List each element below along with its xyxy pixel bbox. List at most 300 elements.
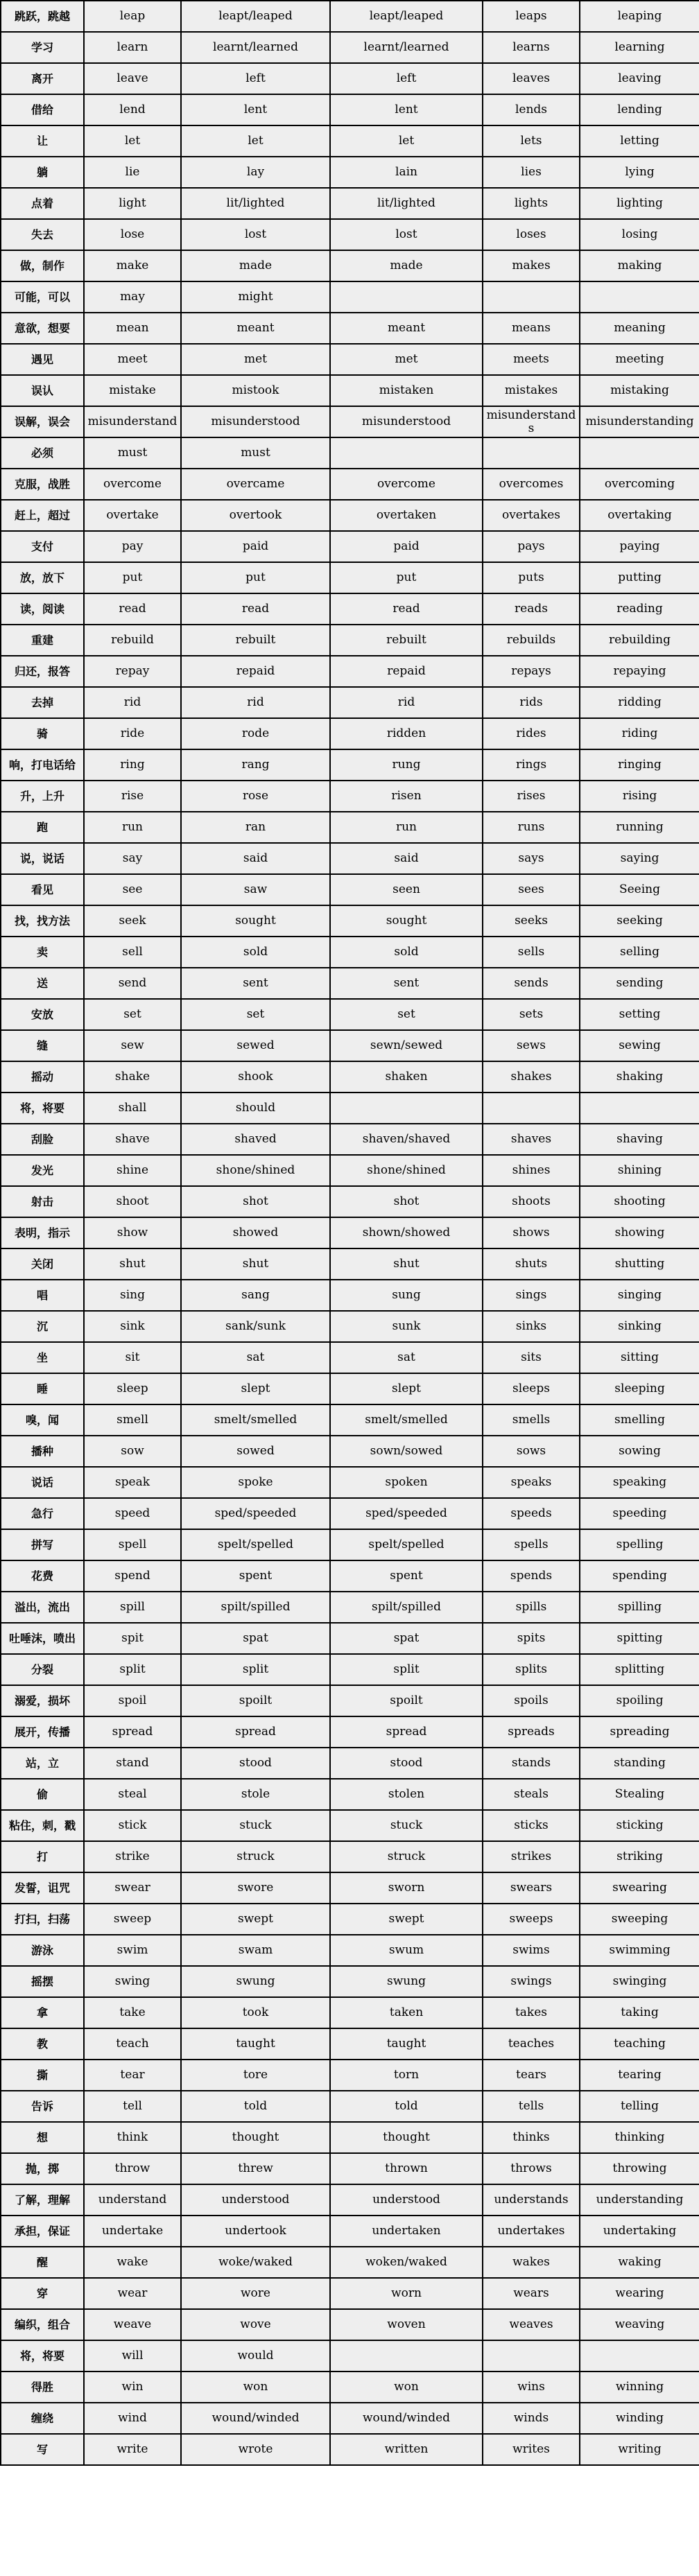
present-participle-cell: lying	[580, 157, 699, 188]
meaning-cell: 卖	[1, 937, 84, 968]
base-form-cell: teach	[84, 2028, 181, 2060]
past-participle-cell: slept	[330, 1373, 483, 1404]
meaning-cell: 穿	[1, 2278, 84, 2309]
third-person-cell: seeks	[483, 905, 580, 937]
meaning-cell: 拿	[1, 1997, 84, 2028]
present-participle-cell: running	[580, 812, 699, 843]
present-participle-cell: shaving	[580, 1124, 699, 1155]
meaning-cell: 教	[1, 2028, 84, 2060]
present-participle-cell: saying	[580, 843, 699, 874]
past-participle-cell: sat	[330, 1342, 483, 1373]
table-row	[1, 2403, 699, 2434]
present-participle-cell	[580, 1093, 699, 1124]
base-form-cell: lend	[84, 94, 181, 125]
past-participle-cell: run	[330, 812, 483, 843]
table-row	[1, 2216, 699, 2247]
meaning-cell: 站，立	[1, 1748, 84, 1779]
base-form-cell: speed	[84, 1498, 181, 1529]
base-form-cell: read	[84, 593, 181, 625]
present-participle-cell: standing	[580, 1748, 699, 1779]
past-participle-cell: rung	[330, 749, 483, 781]
table-row	[1, 1997, 699, 2028]
meaning-cell: 摇动	[1, 1061, 84, 1093]
third-person-cell: shaves	[483, 1124, 580, 1155]
meaning-cell: 告诉	[1, 2091, 84, 2122]
present-participle-cell: spoiling	[580, 1685, 699, 1716]
third-person-cell: spills	[483, 1592, 580, 1623]
past-participle-cell: thrown	[330, 2153, 483, 2184]
present-participle-cell: leaving	[580, 63, 699, 94]
table-row	[1, 2028, 699, 2060]
meaning-cell: 播种	[1, 1436, 84, 1467]
present-participle-cell: mistaking	[580, 375, 699, 406]
meaning-cell: 升，上升	[1, 781, 84, 812]
third-person-cell: lights	[483, 188, 580, 219]
present-participle-cell: losing	[580, 219, 699, 250]
meaning-cell: 送	[1, 968, 84, 999]
third-person-cell: sets	[483, 999, 580, 1030]
third-person-cell: sends	[483, 968, 580, 999]
present-participle-cell: shaking	[580, 1061, 699, 1093]
present-participle-cell: leaping	[580, 1, 699, 32]
table-row	[1, 1467, 699, 1498]
base-form-cell: set	[84, 999, 181, 1030]
past-participle-cell: wound/winded	[330, 2403, 483, 2434]
past-participle-cell: mistaken	[330, 375, 483, 406]
table-row	[1, 2434, 699, 2465]
third-person-cell: rings	[483, 749, 580, 781]
third-person-cell: spits	[483, 1623, 580, 1654]
third-person-cell: says	[483, 843, 580, 874]
third-person-cell: sits	[483, 1342, 580, 1373]
third-person-cell: repays	[483, 656, 580, 687]
past-tense-cell: lent	[181, 94, 330, 125]
present-participle-cell: striking	[580, 1841, 699, 1872]
third-person-cell: stands	[483, 1748, 580, 1779]
third-person-cell: sleeps	[483, 1373, 580, 1404]
past-tense-cell: said	[181, 843, 330, 874]
meaning-cell: 失去	[1, 219, 84, 250]
past-tense-cell: sought	[181, 905, 330, 937]
past-tense-cell: rang	[181, 749, 330, 781]
base-form-cell: mean	[84, 313, 181, 344]
third-person-cell: overcomes	[483, 469, 580, 500]
past-participle-cell: seen	[330, 874, 483, 905]
past-participle-cell: sown/sowed	[330, 1436, 483, 1467]
third-person-cell: wears	[483, 2278, 580, 2309]
table-row	[1, 1966, 699, 1997]
past-tense-cell: slept	[181, 1373, 330, 1404]
third-person-cell: reads	[483, 593, 580, 625]
past-tense-cell: let	[181, 125, 330, 157]
third-person-cell: means	[483, 313, 580, 344]
table-row	[1, 1685, 699, 1716]
table-row	[1, 687, 699, 718]
meaning-cell: 支付	[1, 531, 84, 562]
table-row	[1, 1529, 699, 1560]
meaning-cell: 去掉	[1, 687, 84, 718]
third-person-cell	[483, 437, 580, 469]
meaning-cell: 离开	[1, 63, 84, 94]
past-participle-cell: stood	[330, 1748, 483, 1779]
table-row	[1, 250, 699, 281]
third-person-cell: wins	[483, 2372, 580, 2403]
base-form-cell: stick	[84, 1810, 181, 1841]
past-participle-cell: shot	[330, 1186, 483, 1217]
third-person-cell: spoils	[483, 1685, 580, 1716]
table-row	[1, 1872, 699, 1904]
past-participle-cell: shut	[330, 1248, 483, 1280]
third-person-cell: rids	[483, 687, 580, 718]
base-form-cell: shall	[84, 1093, 181, 1124]
table-row	[1, 1716, 699, 1748]
past-participle-cell: sped/speeded	[330, 1498, 483, 1529]
present-participle-cell: sweeping	[580, 1904, 699, 1935]
meaning-cell: 写	[1, 2434, 84, 2465]
past-tense-cell: rid	[181, 687, 330, 718]
past-participle-cell: spelt/spelled	[330, 1529, 483, 1560]
table-row	[1, 1904, 699, 1935]
meaning-cell: 学习	[1, 32, 84, 63]
past-participle-cell: set	[330, 999, 483, 1030]
table-row	[1, 344, 699, 375]
past-participle-cell: spat	[330, 1623, 483, 1654]
base-form-cell: spread	[84, 1716, 181, 1748]
meaning-cell: 嗅，闻	[1, 1404, 84, 1436]
present-participle-cell: riding	[580, 718, 699, 749]
past-tense-cell: stood	[181, 1748, 330, 1779]
third-person-cell: rises	[483, 781, 580, 812]
table-row	[1, 1093, 699, 1124]
third-person-cell: understands	[483, 2184, 580, 2216]
table-row	[1, 1, 699, 32]
past-tense-cell: should	[181, 1093, 330, 1124]
meaning-cell: 误解，误会	[1, 406, 84, 437]
meaning-cell: 骑	[1, 718, 84, 749]
meaning-cell: 点着	[1, 188, 84, 219]
base-form-cell: rid	[84, 687, 181, 718]
meaning-cell: 了解，理解	[1, 2184, 84, 2216]
present-participle-cell: waking	[580, 2247, 699, 2278]
present-participle-cell: spilling	[580, 1592, 699, 1623]
present-participle-cell: ringing	[580, 749, 699, 781]
meaning-cell: 躺	[1, 157, 84, 188]
past-tense-cell: spoilt	[181, 1685, 330, 1716]
present-participle-cell: winning	[580, 2372, 699, 2403]
present-participle-cell: spitting	[580, 1623, 699, 1654]
past-tense-cell: sold	[181, 937, 330, 968]
past-tense-cell: swam	[181, 1935, 330, 1966]
table-row	[1, 1248, 699, 1280]
meaning-cell: 关闭	[1, 1248, 84, 1280]
past-tense-cell: left	[181, 63, 330, 94]
base-form-cell: tear	[84, 2060, 181, 2091]
present-participle-cell: spending	[580, 1560, 699, 1592]
past-participle-cell: spoken	[330, 1467, 483, 1498]
base-form-cell: leave	[84, 63, 181, 94]
third-person-cell: splits	[483, 1654, 580, 1685]
past-tense-cell: meant	[181, 313, 330, 344]
third-person-cell: swims	[483, 1935, 580, 1966]
third-person-cell: overtakes	[483, 500, 580, 531]
third-person-cell: runs	[483, 812, 580, 843]
third-person-cell: meets	[483, 344, 580, 375]
past-participle-cell: said	[330, 843, 483, 874]
table-row	[1, 1654, 699, 1685]
past-tense-cell: stuck	[181, 1810, 330, 1841]
meaning-cell: 抛，掷	[1, 2153, 84, 2184]
past-tense-cell: learnt/learned	[181, 32, 330, 63]
third-person-cell: lets	[483, 125, 580, 157]
past-participle-cell: sunk	[330, 1311, 483, 1342]
meaning-cell: 粘住，刺，戳	[1, 1810, 84, 1841]
past-participle-cell: learnt/learned	[330, 32, 483, 63]
base-form-cell: think	[84, 2122, 181, 2153]
present-participle-cell: teaching	[580, 2028, 699, 2060]
past-participle-cell: swung	[330, 1966, 483, 1997]
past-tense-cell: wore	[181, 2278, 330, 2309]
past-tense-cell: spelt/spelled	[181, 1529, 330, 1560]
table-row	[1, 874, 699, 905]
past-tense-cell: read	[181, 593, 330, 625]
past-participle-cell: spilt/spilled	[330, 1592, 483, 1623]
present-participle-cell: rebuilding	[580, 625, 699, 656]
base-form-cell: swear	[84, 1872, 181, 1904]
table-row	[1, 905, 699, 937]
base-form-cell: wake	[84, 2247, 181, 2278]
meaning-cell: 可能，可以	[1, 281, 84, 313]
table-row	[1, 781, 699, 812]
meaning-cell: 说，说话	[1, 843, 84, 874]
present-participle-cell: sinking	[580, 1311, 699, 1342]
present-participle-cell	[580, 281, 699, 313]
meaning-cell: 打	[1, 1841, 84, 1872]
present-participle-cell: shooting	[580, 1186, 699, 1217]
present-participle-cell: Seeing	[580, 874, 699, 905]
past-participle-cell: rebuilt	[330, 625, 483, 656]
past-participle-cell: shaken	[330, 1061, 483, 1093]
verb-table-body	[1, 1, 699, 2465]
meaning-cell: 放，放下	[1, 562, 84, 593]
present-participle-cell: speaking	[580, 1467, 699, 1498]
past-participle-cell: woken/waked	[330, 2247, 483, 2278]
meaning-cell: 赶上，超过	[1, 500, 84, 531]
past-participle-cell	[330, 437, 483, 469]
third-person-cell: speaks	[483, 1467, 580, 1498]
table-row	[1, 1623, 699, 1654]
past-tense-cell: would	[181, 2340, 330, 2372]
past-tense-cell: spent	[181, 1560, 330, 1592]
table-row	[1, 1935, 699, 1966]
past-tense-cell: shut	[181, 1248, 330, 1280]
base-form-cell: make	[84, 250, 181, 281]
meaning-cell: 溢出，流出	[1, 1592, 84, 1623]
present-participle-cell: spreading	[580, 1716, 699, 1748]
meaning-cell: 想	[1, 2122, 84, 2153]
past-tense-cell: shook	[181, 1061, 330, 1093]
table-row	[1, 2184, 699, 2216]
meaning-cell: 摇摆	[1, 1966, 84, 1997]
present-participle-cell: spelling	[580, 1529, 699, 1560]
present-participle-cell: sleeping	[580, 1373, 699, 1404]
third-person-cell: sows	[483, 1436, 580, 1467]
meaning-cell: 克服，战胜	[1, 469, 84, 500]
past-tense-cell: understood	[181, 2184, 330, 2216]
third-person-cell: leaves	[483, 63, 580, 94]
base-form-cell: take	[84, 1997, 181, 2028]
third-person-cell: shows	[483, 1217, 580, 1248]
third-person-cell: speeds	[483, 1498, 580, 1529]
third-person-cell: mistakes	[483, 375, 580, 406]
past-participle-cell: taught	[330, 2028, 483, 2060]
meaning-cell: 跑	[1, 812, 84, 843]
past-participle-cell: leapt/leaped	[330, 1, 483, 32]
base-form-cell: stand	[84, 1748, 181, 1779]
past-tense-cell: showed	[181, 1217, 330, 1248]
present-participle-cell: setting	[580, 999, 699, 1030]
present-participle-cell: lighting	[580, 188, 699, 219]
past-tense-cell: swept	[181, 1904, 330, 1935]
table-row	[1, 1592, 699, 1623]
meaning-cell: 偷	[1, 1779, 84, 1810]
past-participle-cell: torn	[330, 2060, 483, 2091]
third-person-cell: undertakes	[483, 2216, 580, 2247]
table-row	[1, 2309, 699, 2340]
table-row	[1, 2091, 699, 2122]
base-form-cell: learn	[84, 32, 181, 63]
base-form-cell: shut	[84, 1248, 181, 1280]
base-form-cell: rise	[84, 781, 181, 812]
meaning-cell: 必须	[1, 437, 84, 469]
third-person-cell: takes	[483, 1997, 580, 2028]
past-participle-cell: meant	[330, 313, 483, 344]
past-tense-cell: shone/shined	[181, 1155, 330, 1186]
meaning-cell: 分裂	[1, 1654, 84, 1685]
past-tense-cell: sank/sunk	[181, 1311, 330, 1342]
past-tense-cell: misunderstood	[181, 406, 330, 437]
present-participle-cell: Stealing	[580, 1779, 699, 1810]
third-person-cell	[483, 2340, 580, 2372]
past-participle-cell: sung	[330, 1280, 483, 1311]
meaning-cell: 承担，保证	[1, 2216, 84, 2247]
base-form-cell: seek	[84, 905, 181, 937]
past-tense-cell: shaved	[181, 1124, 330, 1155]
meaning-cell: 刮脸	[1, 1124, 84, 1155]
third-person-cell: lends	[483, 94, 580, 125]
present-participle-cell: reading	[580, 593, 699, 625]
third-person-cell: steals	[483, 1779, 580, 1810]
meaning-cell: 响，打电话给	[1, 749, 84, 781]
past-tense-cell: lost	[181, 219, 330, 250]
base-form-cell: speak	[84, 1467, 181, 1498]
third-person-cell: leaps	[483, 1, 580, 32]
past-tense-cell: spoke	[181, 1467, 330, 1498]
present-participle-cell: wearing	[580, 2278, 699, 2309]
base-form-cell: spend	[84, 1560, 181, 1592]
past-tense-cell: sped/speeded	[181, 1498, 330, 1529]
meaning-cell: 将，将要	[1, 1093, 84, 1124]
meaning-cell: 找，找方法	[1, 905, 84, 937]
meaning-cell: 缠绕	[1, 2403, 84, 2434]
table-row	[1, 500, 699, 531]
base-form-cell: ride	[84, 718, 181, 749]
present-participle-cell: overcoming	[580, 469, 699, 500]
past-participle-cell: smelt/smelled	[330, 1404, 483, 1436]
past-participle-cell: sworn	[330, 1872, 483, 1904]
present-participle-cell: lending	[580, 94, 699, 125]
base-form-cell: wear	[84, 2278, 181, 2309]
present-participle-cell: overtaking	[580, 500, 699, 531]
meaning-cell: 急行	[1, 1498, 84, 1529]
base-form-cell: swing	[84, 1966, 181, 1997]
table-row	[1, 1373, 699, 1404]
past-tense-cell: met	[181, 344, 330, 375]
past-participle-cell: sold	[330, 937, 483, 968]
meaning-cell: 吐唾沫，喷出	[1, 1623, 84, 1654]
present-participle-cell: winding	[580, 2403, 699, 2434]
table-row	[1, 593, 699, 625]
meaning-cell: 归还，报答	[1, 656, 84, 687]
past-participle-cell: spoilt	[330, 1685, 483, 1716]
meaning-cell: 得胜	[1, 2372, 84, 2403]
present-participle-cell	[580, 437, 699, 469]
table-row	[1, 1280, 699, 1311]
table-row	[1, 812, 699, 843]
table-row	[1, 1841, 699, 1872]
past-participle-cell: overcome	[330, 469, 483, 500]
past-participle-cell: swept	[330, 1904, 483, 1935]
meaning-cell: 读，阅读	[1, 593, 84, 625]
meaning-cell: 编织，组合	[1, 2309, 84, 2340]
table-row	[1, 2153, 699, 2184]
present-participle-cell: writing	[580, 2434, 699, 2465]
meaning-cell: 花费	[1, 1560, 84, 1592]
present-participle-cell: putting	[580, 562, 699, 593]
base-form-cell: sweep	[84, 1904, 181, 1935]
meaning-cell: 溺爱，损坏	[1, 1685, 84, 1716]
present-participle-cell: sending	[580, 968, 699, 999]
present-participle-cell: telling	[580, 2091, 699, 2122]
past-tense-cell: set	[181, 999, 330, 1030]
meaning-cell: 发誓，诅咒	[1, 1872, 84, 1904]
past-participle-cell: lit/lighted	[330, 188, 483, 219]
base-form-cell: repay	[84, 656, 181, 687]
present-participle-cell: paying	[580, 531, 699, 562]
base-form-cell: win	[84, 2372, 181, 2403]
base-form-cell: rebuild	[84, 625, 181, 656]
third-person-cell: teaches	[483, 2028, 580, 2060]
past-participle-cell: lain	[330, 157, 483, 188]
base-form-cell: show	[84, 1217, 181, 1248]
present-participle-cell: throwing	[580, 2153, 699, 2184]
past-participle-cell: swum	[330, 1935, 483, 1966]
past-participle-cell: paid	[330, 531, 483, 562]
base-form-cell: shine	[84, 1155, 181, 1186]
meaning-cell: 让	[1, 125, 84, 157]
base-form-cell: shake	[84, 1061, 181, 1093]
meaning-cell: 误认	[1, 375, 84, 406]
present-participle-cell: swinging	[580, 1966, 699, 1997]
base-form-cell: tell	[84, 2091, 181, 2122]
table-row	[1, 1498, 699, 1529]
third-person-cell: sweeps	[483, 1904, 580, 1935]
meaning-cell: 射击	[1, 1186, 84, 1217]
third-person-cell: loses	[483, 219, 580, 250]
past-participle-cell: misunderstood	[330, 406, 483, 437]
past-participle-cell: told	[330, 2091, 483, 2122]
third-person-cell	[483, 1093, 580, 1124]
third-person-cell: sees	[483, 874, 580, 905]
